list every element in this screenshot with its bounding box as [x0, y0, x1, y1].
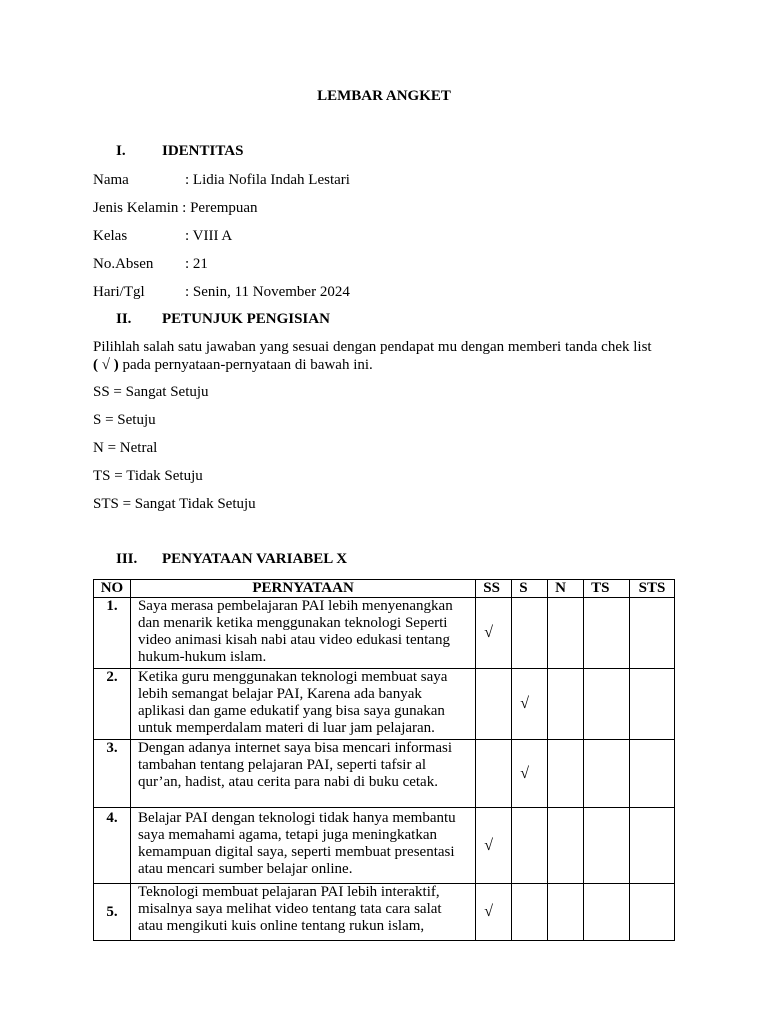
- statement-line: Ketika guru menggunakan teknologi membuat saya: [137, 669, 448, 685]
- identity-label: Nama: [93, 172, 129, 188]
- section-number: III.: [116, 551, 138, 567]
- instruction-line-1: Pilihlah salah satu jawaban yang sesuai dengan pendapat mu dengan memberi tanda chek list: [93, 339, 652, 355]
- statement-line: tambahan tentang pelajaran PAI, seperti tafsir al: [137, 757, 427, 773]
- cell-s[interactable]: [512, 669, 548, 740]
- cell-sts[interactable]: [630, 740, 675, 808]
- table-row: [94, 884, 675, 941]
- row-statement: [130, 808, 475, 884]
- cell-ts[interactable]: [584, 669, 630, 740]
- section-label: PENYATAAN VARIABEL X: [162, 551, 348, 567]
- row-number: 2.: [94, 669, 131, 740]
- statement-line: aplikasi dan game edukatif yang bisa saya gunakan: [137, 703, 445, 719]
- statement-line: Belajar PAI dengan teknologi tidak hanya membantu: [137, 810, 456, 826]
- statement-line: saya memahami agama, tetapi juga meningkatkan: [137, 827, 438, 843]
- checkmark-icon: √: [484, 624, 494, 641]
- legend-s: S = Setuju: [93, 412, 156, 428]
- statement-line: untuk memperdalam materi di luar jam pelajaran.: [137, 720, 435, 736]
- statement-line: dan menarik ketika menggunakan teknologi Seperti: [137, 615, 448, 631]
- identity-label: Jenis Kelamin: [93, 200, 179, 216]
- checkmark-icon: √: [520, 764, 529, 782]
- cell-ts[interactable]: [584, 598, 630, 669]
- section-identitas-heading: [116, 143, 243, 160]
- checkmark-icon: √: [520, 695, 529, 712]
- statement-line: qur’an, hadist, atau cerita para nabi di buku cetak.: [137, 774, 438, 790]
- row-number: 1.: [94, 598, 131, 669]
- statement-line: lebih semangat belajar PAI, Karena ada banyak: [137, 686, 422, 702]
- row-statement: [130, 669, 475, 740]
- section-number: II.: [116, 311, 132, 327]
- table-row: [94, 669, 675, 740]
- cell-ts[interactable]: [584, 808, 630, 884]
- instruction-line-2: pada pernyataan-pernyataan di bawah ini.: [118, 357, 373, 373]
- identity-row-nama: [93, 172, 350, 189]
- cell-n[interactable]: [548, 740, 584, 808]
- cell-n[interactable]: [548, 884, 584, 941]
- row-statement: [130, 598, 475, 669]
- legend-ts: TS = Tidak Setuju: [93, 468, 203, 484]
- statement-line: misalnya saya melihat video tentang tata cara salat: [137, 901, 442, 917]
- checkmark-icon: √: [484, 836, 494, 854]
- identity-value: : Lidia Nofila Indah Lestari: [185, 172, 350, 188]
- section-label: PETUNJUK PENGISIAN: [162, 311, 330, 327]
- row-number: 3.: [94, 740, 131, 808]
- cell-sts[interactable]: [630, 808, 675, 884]
- identity-row-jenis-kelamin: [93, 200, 258, 217]
- cell-s[interactable]: [512, 740, 548, 808]
- identity-label: Hari/Tgl: [93, 284, 145, 300]
- statement-line: atau mencari sumber belajar online.: [137, 861, 353, 877]
- cell-sts[interactable]: [630, 884, 675, 941]
- table-row: [94, 740, 675, 808]
- cell-ss[interactable]: [476, 740, 512, 808]
- cell-n[interactable]: [548, 669, 584, 740]
- identity-value: : Senin, 11 November 2024: [185, 284, 350, 300]
- header-sts: STS: [630, 580, 675, 598]
- checkmark-symbol: ( √ ): [93, 357, 119, 373]
- table-row: [94, 598, 675, 669]
- header-pernyataan: PERNYATAAN: [130, 580, 475, 598]
- cell-s[interactable]: [512, 808, 548, 884]
- statement-line: kemampuan digital saya, seperti membuat presentasi: [137, 844, 455, 860]
- section-petunjuk-heading: [116, 311, 330, 328]
- legend-n: N = Netral: [93, 440, 158, 456]
- cell-ts[interactable]: [584, 884, 630, 941]
- cell-s[interactable]: [512, 598, 548, 669]
- section-number: I.: [116, 143, 126, 159]
- identity-row-hari-tgl: [93, 284, 350, 301]
- identity-value: : VIII A: [185, 228, 233, 244]
- statement-line: video animasi kisah nabi atau video edukasi tentang: [137, 632, 450, 648]
- row-number: 5.: [94, 884, 131, 941]
- identity-row-kelas: [93, 228, 232, 245]
- cell-ss[interactable]: [476, 808, 512, 884]
- document-title: LEMBAR ANGKET: [317, 88, 451, 104]
- legend-sts: STS = Sangat Tidak Setuju: [93, 496, 256, 512]
- checkmark-icon: √: [484, 903, 494, 920]
- identity-label: Kelas: [93, 228, 128, 244]
- row-number: 4.: [94, 808, 131, 884]
- row-statement: [130, 884, 475, 941]
- statement-line: Saya merasa pembelajaran PAI lebih menyenangkan: [137, 598, 453, 614]
- statement-line: hukum-hukum islam.: [137, 649, 267, 665]
- statement-line: atau mengikuti kuis online tentang rukun islam,: [137, 918, 425, 934]
- identity-value: : Perempuan: [182, 200, 258, 216]
- row-statement: [130, 740, 475, 808]
- legend-ss: SS = Sangat Setuju: [93, 384, 209, 400]
- cell-n[interactable]: [548, 808, 584, 884]
- identity-row-no-absen: [93, 256, 208, 273]
- questionnaire-table: [93, 579, 675, 941]
- header-s: S: [512, 580, 548, 598]
- cell-ss[interactable]: [476, 884, 512, 941]
- statement-line: Teknologi membuat pelajaran PAI lebih interaktif,: [137, 884, 440, 900]
- identity-label: No.Absen: [93, 256, 154, 272]
- cell-s[interactable]: [512, 884, 548, 941]
- section-label: IDENTITAS: [162, 143, 244, 159]
- cell-sts[interactable]: [630, 669, 675, 740]
- instruction-paragraph: [93, 338, 683, 374]
- cell-ss[interactable]: [476, 598, 512, 669]
- header-n: N: [548, 580, 584, 598]
- cell-sts[interactable]: [630, 598, 675, 669]
- cell-n[interactable]: [548, 598, 584, 669]
- table-header-row: [94, 580, 675, 598]
- identity-value: : 21: [185, 256, 208, 272]
- header-ts: TS: [584, 580, 630, 598]
- cell-ts[interactable]: [584, 740, 630, 808]
- statement-line: Dengan adanya internet saya bisa mencari informasi: [137, 740, 452, 756]
- section-penyataan-heading: [116, 551, 347, 568]
- header-no: NO: [94, 580, 131, 598]
- header-ss: SS: [476, 580, 512, 598]
- table-row: [94, 808, 675, 884]
- cell-ss[interactable]: [476, 669, 512, 740]
